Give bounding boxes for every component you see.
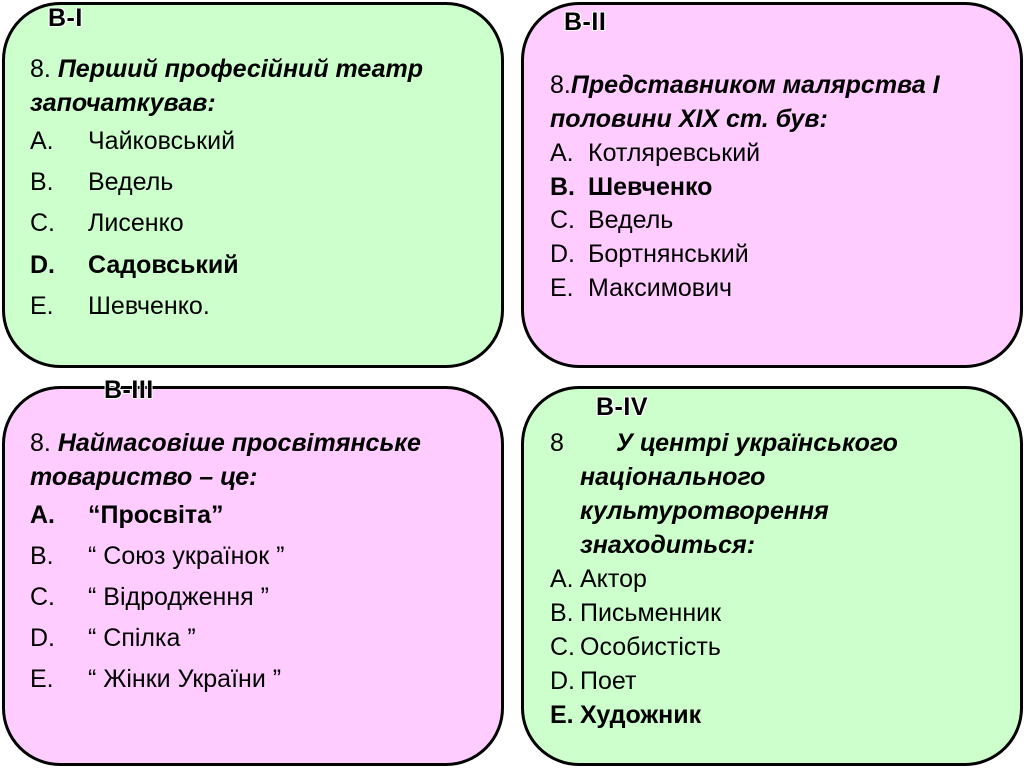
option-letter: C.: [550, 206, 575, 234]
answer-option: [550, 598, 721, 628]
option-text: Поет: [580, 667, 637, 695]
option-letter: D.: [550, 667, 575, 695]
question-number: 8: [550, 429, 564, 457]
option-letter: E.: [550, 274, 574, 302]
variant-label: В-II: [564, 8, 607, 36]
option-letter: B.: [550, 599, 574, 627]
option-text: Художник: [580, 701, 702, 729]
option-text: “ Жінки України ”: [88, 665, 282, 693]
answer-option: [550, 632, 721, 662]
option-letter: A.: [30, 501, 55, 529]
question-number: 8.: [30, 429, 51, 457]
option-text: Котляревський: [588, 139, 761, 167]
question: [30, 426, 490, 494]
question-number: 8.: [550, 71, 571, 99]
answer-option: [30, 582, 269, 612]
answer-option: [550, 138, 760, 168]
answer-option: [550, 666, 636, 696]
option-letter: C.: [550, 633, 575, 661]
question: [550, 68, 990, 136]
answer-option: [550, 273, 732, 303]
option-letter: D.: [30, 251, 55, 279]
question-text: У центрі українського національного культуротворення знаходиться:: [580, 429, 898, 559]
option-text: Лисенко: [88, 209, 184, 237]
option-letter: A.: [550, 565, 574, 593]
option-text: Бортнянський: [588, 240, 749, 268]
answer-option: [550, 239, 749, 269]
answer-option: [30, 208, 184, 238]
option-text: Письменник: [580, 599, 722, 627]
option-text: Особистість: [580, 633, 721, 661]
question: [550, 426, 990, 562]
answer-option-correct: [30, 250, 239, 280]
option-text: “Просвіта”: [88, 501, 224, 529]
option-letter: C.: [30, 209, 55, 237]
option-letter: E.: [30, 665, 54, 693]
answer-option: [30, 623, 196, 653]
option-letter: A.: [30, 127, 54, 155]
option-text: Чайковський: [88, 127, 236, 155]
question: [30, 52, 490, 120]
question-text: Перший професійний театр започаткував:: [30, 55, 424, 117]
answer-option: [30, 541, 285, 571]
answer-option: [30, 664, 281, 694]
question-number: 8.: [30, 55, 51, 83]
answer-option: [30, 126, 235, 156]
option-text: Шевченко: [588, 173, 713, 201]
option-text: Ведель: [588, 206, 674, 234]
option-text: Максимович: [588, 274, 733, 302]
option-text: “ Спілка ”: [88, 624, 196, 652]
question-text: Наймасовіше просвітянське товариство – це:: [30, 429, 421, 491]
answer-option: [30, 291, 210, 321]
answer-option: [30, 167, 173, 197]
option-text: Актор: [580, 565, 647, 593]
option-letter: B.: [550, 173, 575, 201]
question-text: Представником малярства І половини XIX ст. був:: [550, 71, 940, 133]
option-letter: B.: [30, 542, 54, 570]
answer-option: [550, 205, 673, 235]
option-text: “ Союз українок ”: [88, 542, 285, 570]
answer-option-correct: [550, 700, 701, 730]
option-text: Шевченко.: [88, 292, 210, 320]
option-letter: B.: [30, 168, 54, 196]
answer-option-correct: [550, 172, 712, 202]
variant-label: В-IV: [596, 393, 648, 421]
option-text: “ Відродження ”: [88, 583, 269, 611]
answer-option: [550, 564, 647, 594]
variant-label: В-I: [48, 4, 83, 32]
variant-label: В-III: [104, 376, 154, 404]
option-letter: D.: [550, 240, 575, 268]
option-text: Садовський: [88, 251, 239, 279]
option-text: Ведель: [88, 168, 174, 196]
option-letter: A.: [550, 139, 574, 167]
option-letter: E.: [30, 292, 54, 320]
option-letter: E.: [550, 701, 574, 729]
option-letter: D.: [30, 624, 55, 652]
option-letter: C.: [30, 583, 55, 611]
answer-option-correct: [30, 500, 224, 530]
